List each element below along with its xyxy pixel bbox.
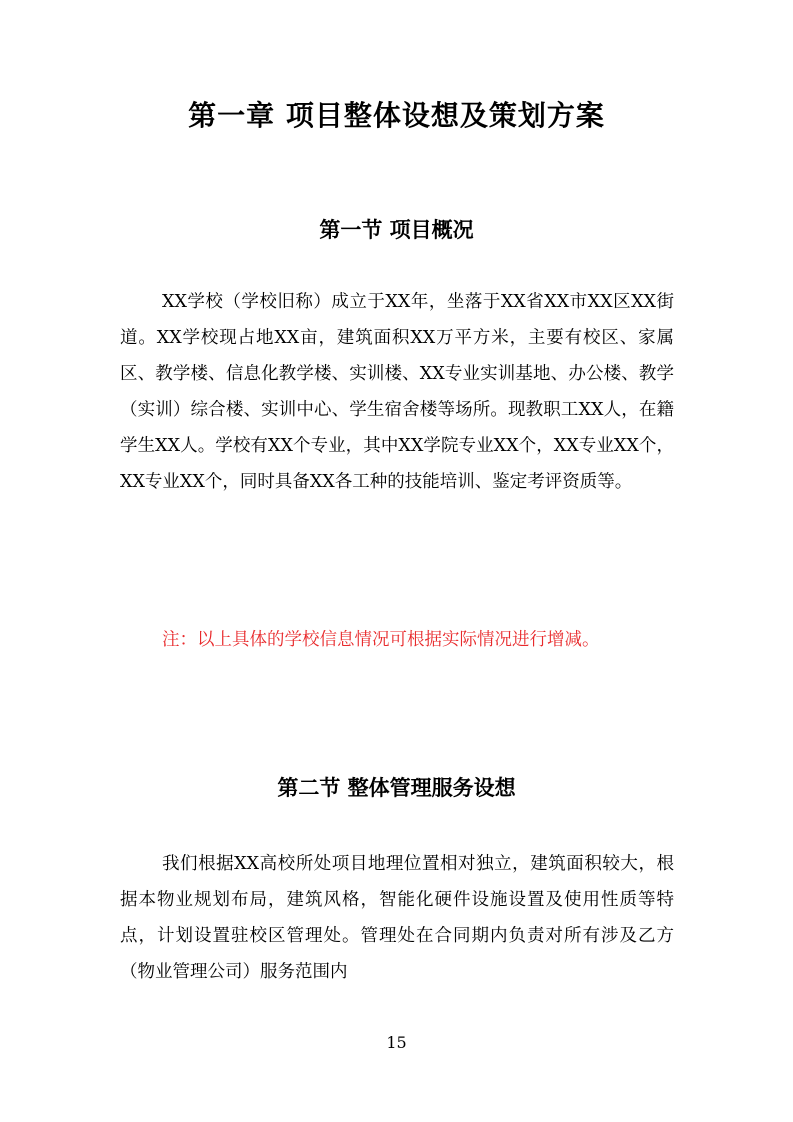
section-1-note: 注：以上具体的学校信息情况可根据实际情况进行增减。: [162, 630, 600, 650]
section-2-title: 第二节 整体管理服务设想: [277, 776, 516, 800]
section-2-paragraph: 我们根据XX高校所处项目地理位置相对独立，建筑面积较大，根据本物业规划布局，建筑风格，智能化硬件设施设置及使用性质等特点，计划设置驻校区管理处。管理处在合同期内负责对所有涉及乙方（物业管理公司）服务范围内: [120, 854, 674, 982]
chapter-title: 第一章 项目整体设想及策划方案: [188, 99, 605, 132]
page-number: 15: [386, 1033, 407, 1052]
section-1-paragraph: XX学校（学校旧称）成立于XX年，坐落于XX省XX市XX区XX街道。XX学校现占地XX亩，建筑面积XX万平方米，主要有校区、家属区、教学楼、信息化教学楼、实训楼、XX专业实训基地、办公楼、教学（实训）综合楼、实训中心、学生宿舍楼等场所。现教职工XX人，在籍学生XX人。学校有XX个专业，其中XX学院专业XX个，XX专业XX个，XX专业XX个，同时具备XX各工种的技能培训、鉴定考评资质等。: [120, 292, 674, 492]
section-1-title: 第一节 项目概况: [319, 218, 474, 242]
